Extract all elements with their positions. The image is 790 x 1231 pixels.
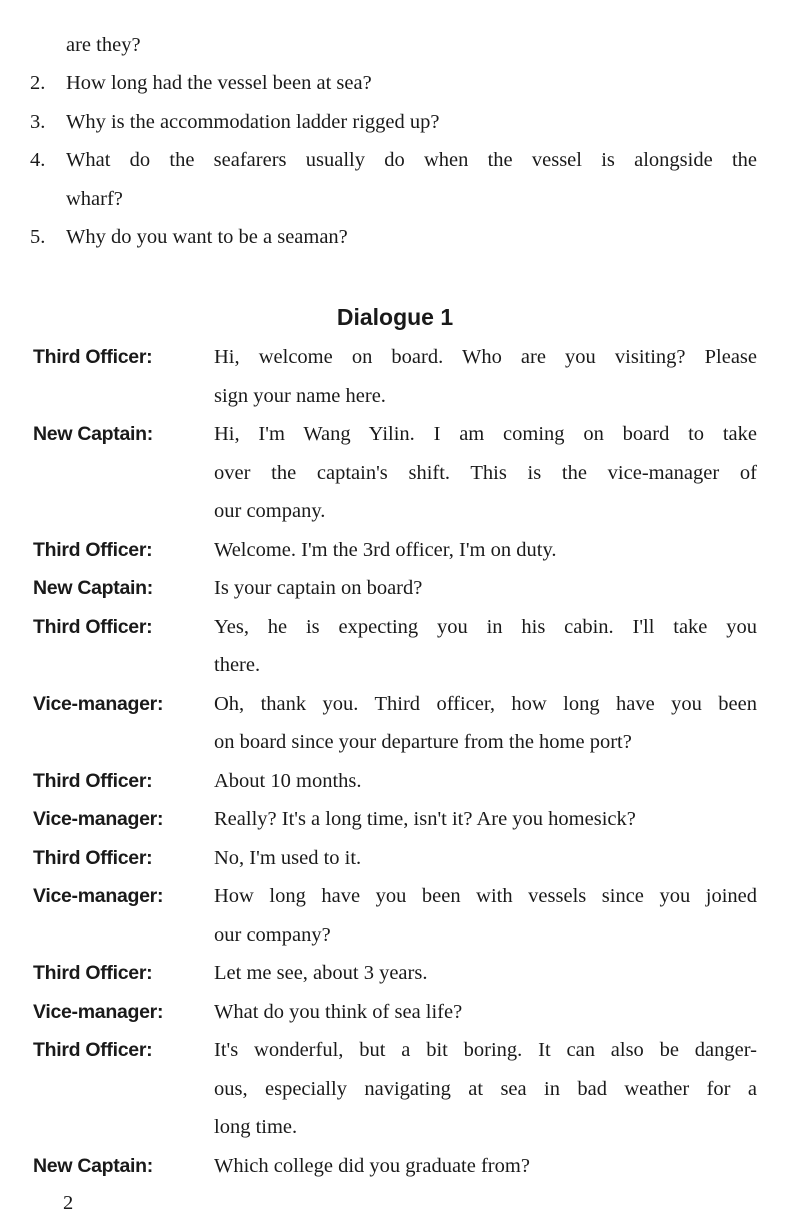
speaker-name: Third Officer: [33, 346, 153, 368]
dialogue-line: Let me see, about 3 years. [214, 962, 428, 984]
dialogue-line: Yes, he is expecting you in his cabin. I'll take you [214, 615, 757, 638]
dialogue-line: long time. [214, 1116, 298, 1138]
dialogue-line: What do you think of sea life? [214, 1000, 463, 1023]
speaker-name: Vice-manager: [33, 1000, 164, 1023]
dialogue-line: our company. [214, 500, 326, 522]
dialogue-line: Really? It's a long time, isn't it? Are you homesick? [214, 808, 636, 830]
dialogue-line: No, I'm used to it. [214, 846, 362, 869]
dialogue-line: ous, especially navigating at sea in bad weather for a [214, 1077, 757, 1100]
speaker-name: Third Officer: [33, 538, 153, 561]
question-3 [30, 103, 760, 142]
question-3-text: Why is the accommodation ladder rigged up? [66, 111, 440, 133]
speaker-name: Third Officer: [33, 1039, 153, 1061]
dialogue-line: It's wonderful, but a bit boring. It can also be danger- [214, 1039, 757, 1061]
speaker-name: New Captain: [33, 1154, 153, 1177]
page-number: 2 [63, 1192, 74, 1214]
dialogue-line: Hi, I'm Wang Yilin. I am coming on board to take [214, 423, 757, 445]
dialogue-line: Welcome. I'm the 3rd officer, I'm on duty. [214, 538, 557, 561]
speaker-name: Vice-manager: [33, 692, 164, 715]
speaker-name: Vice-manager: [33, 808, 164, 830]
question-2-text: How long had the vessel been at sea? [66, 72, 372, 94]
speaker-name: New Captain: [33, 577, 153, 599]
question-5-number: 5. [30, 226, 46, 248]
dialogue-line: on board since your departure from the home port? [214, 731, 632, 753]
dialogue-line: Which college did you graduate from? [214, 1154, 530, 1177]
dialogue-line: over the captain's shift. This is the vice-manager of [214, 461, 757, 484]
question-4-line-1: What do the seafarers usually do when the vessel is alongside the [66, 149, 757, 171]
question-2-number: 2. [30, 72, 46, 94]
dialogue-line: How long have you been with vessels since you joined [214, 885, 757, 907]
question-5-text: Why do you want to be a seaman? [66, 226, 348, 248]
dialogue-line: Is your captain on board? [214, 577, 423, 599]
question-5 [30, 218, 760, 257]
speaker-name: New Captain: [33, 423, 153, 445]
dialogue-title: Dialogue 1 [336, 304, 454, 330]
dialogue-line: Oh, thank you. Third officer, how long have you been [214, 692, 757, 715]
dialogue-line: About 10 months. [214, 769, 362, 792]
question-3-number: 3. [30, 111, 46, 133]
dialogue-line: there. [214, 654, 261, 676]
speaker-name: Third Officer: [33, 769, 153, 792]
dialogue-line: sign your name here. [214, 384, 386, 407]
question-2 [30, 64, 760, 103]
question-4-number: 4. [30, 149, 46, 171]
speaker-name: Third Officer: [33, 846, 153, 869]
speaker-name: Third Officer: [33, 962, 153, 984]
speaker-name: Third Officer: [33, 615, 153, 638]
dialogue-line: Hi, welcome on board. Who are you visiting? Please [214, 346, 757, 368]
question-1-continuation: are they? [66, 34, 141, 56]
speaker-name: Vice-manager: [33, 885, 164, 907]
dialogue-line: our company? [214, 923, 331, 946]
question-4-line-2: wharf? [66, 188, 123, 210]
